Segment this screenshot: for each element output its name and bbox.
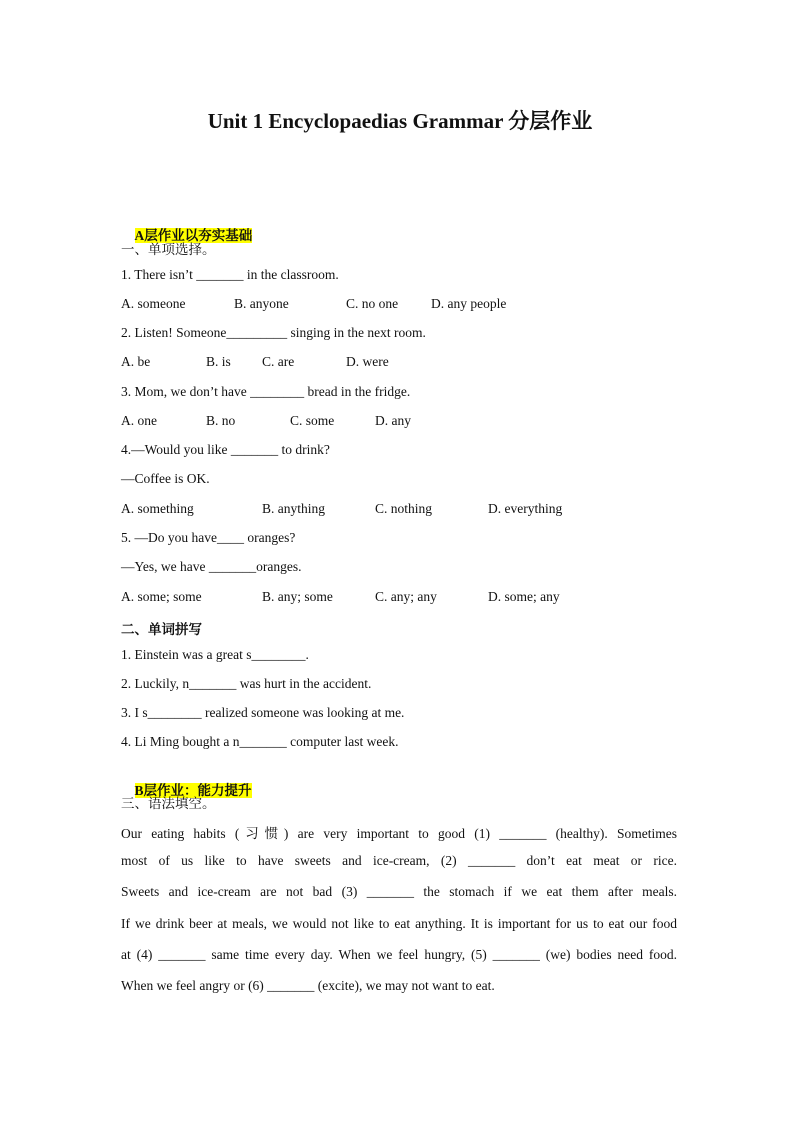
- question-5-stem: 5. —Do you have____ oranges?: [121, 530, 296, 545]
- option-d: D. were: [346, 354, 389, 369]
- option-a: A. be: [121, 354, 151, 369]
- option-d: D. any: [375, 413, 411, 428]
- option-c: C. nothing: [375, 501, 433, 516]
- question-5-options: [121, 589, 721, 609]
- question-4-reply: —Coffee is OK.: [121, 471, 210, 486]
- option-c: C. some: [290, 413, 335, 428]
- question-5-reply: —Yes, we have _______oranges.: [121, 559, 302, 574]
- option-a: A. some; some: [121, 589, 202, 604]
- passage-line-1: Our eating habits (习惯) are very important to good (1) _______ (healthy). Sometimes: [121, 826, 677, 841]
- question-3-options: [121, 413, 721, 433]
- passage-line-2: most of us like to have sweets and ice-cream, (2) _______ don’t eat meat or rice.: [121, 853, 677, 868]
- part1-heading: 一、单项选择。: [121, 242, 216, 257]
- option-b: B. anyone: [234, 296, 289, 311]
- section-a-header-text: A层作业以夯实基础: [134, 228, 253, 243]
- passage-line-5: at (4) _______ same time every day. When we feel hungry, (5) _______ (we) bodies need food.: [121, 947, 677, 962]
- option-a: A. someone: [121, 296, 186, 311]
- option-d: D. any people: [431, 296, 507, 311]
- option-b: B. anything: [262, 501, 325, 516]
- part2-heading: 二、单词拼写: [121, 622, 202, 637]
- option-b: B. no: [206, 413, 236, 428]
- option-c: C. no one: [346, 296, 399, 311]
- question-2-stem: 2. Listen! Someone_________ singing in the next room.: [121, 325, 426, 340]
- passage-line-6: When we feel angry or (6) _______ (excite), we may not want to eat.: [121, 978, 495, 993]
- question-1-stem: 1. There isn’t _______ in the classroom.: [121, 267, 339, 282]
- passage-line-3: Sweets and ice-cream are not bad (3) _______ the stomach if we eat them after meals.: [121, 884, 677, 899]
- spelling-item-1: 1. Einstein was a great s________.: [121, 647, 309, 662]
- option-d: D. everything: [488, 501, 563, 516]
- page-title: Unit 1 Encyclopaedias Grammar 分层作业: [207, 109, 593, 133]
- question-4-options: [121, 501, 721, 521]
- option-c: C. are: [262, 354, 295, 369]
- passage-line-4: If we drink beer at meals, we would not like to eat anything. It is important for us to eat our food: [121, 916, 677, 931]
- option-c: C. any; any: [375, 589, 437, 604]
- part3-heading: 三、语法填空。: [121, 796, 216, 811]
- question-3-stem: 3. Mom, we don’t have ________ bread in the fridge.: [121, 384, 411, 399]
- question-1-options: [121, 296, 721, 316]
- question-2-options: [121, 354, 721, 374]
- option-a: A. one: [121, 413, 157, 428]
- option-b: B. any; some: [262, 589, 333, 604]
- section-b-header-text: B层作业：能力提升: [134, 783, 252, 798]
- option-a: A. something: [121, 501, 194, 516]
- question-4-stem: 4.—Would you like _______ to drink?: [121, 442, 330, 457]
- spelling-item-3: 3. I s________ realized someone was looking at me.: [121, 705, 405, 720]
- option-b: B. is: [206, 354, 231, 369]
- spelling-item-4: 4. Li Ming bought a n_______ computer last week.: [121, 734, 399, 749]
- option-d: D. some; any: [488, 589, 560, 604]
- spelling-item-2: 2. Luckily, n_______ was hurt in the accident.: [121, 676, 372, 691]
